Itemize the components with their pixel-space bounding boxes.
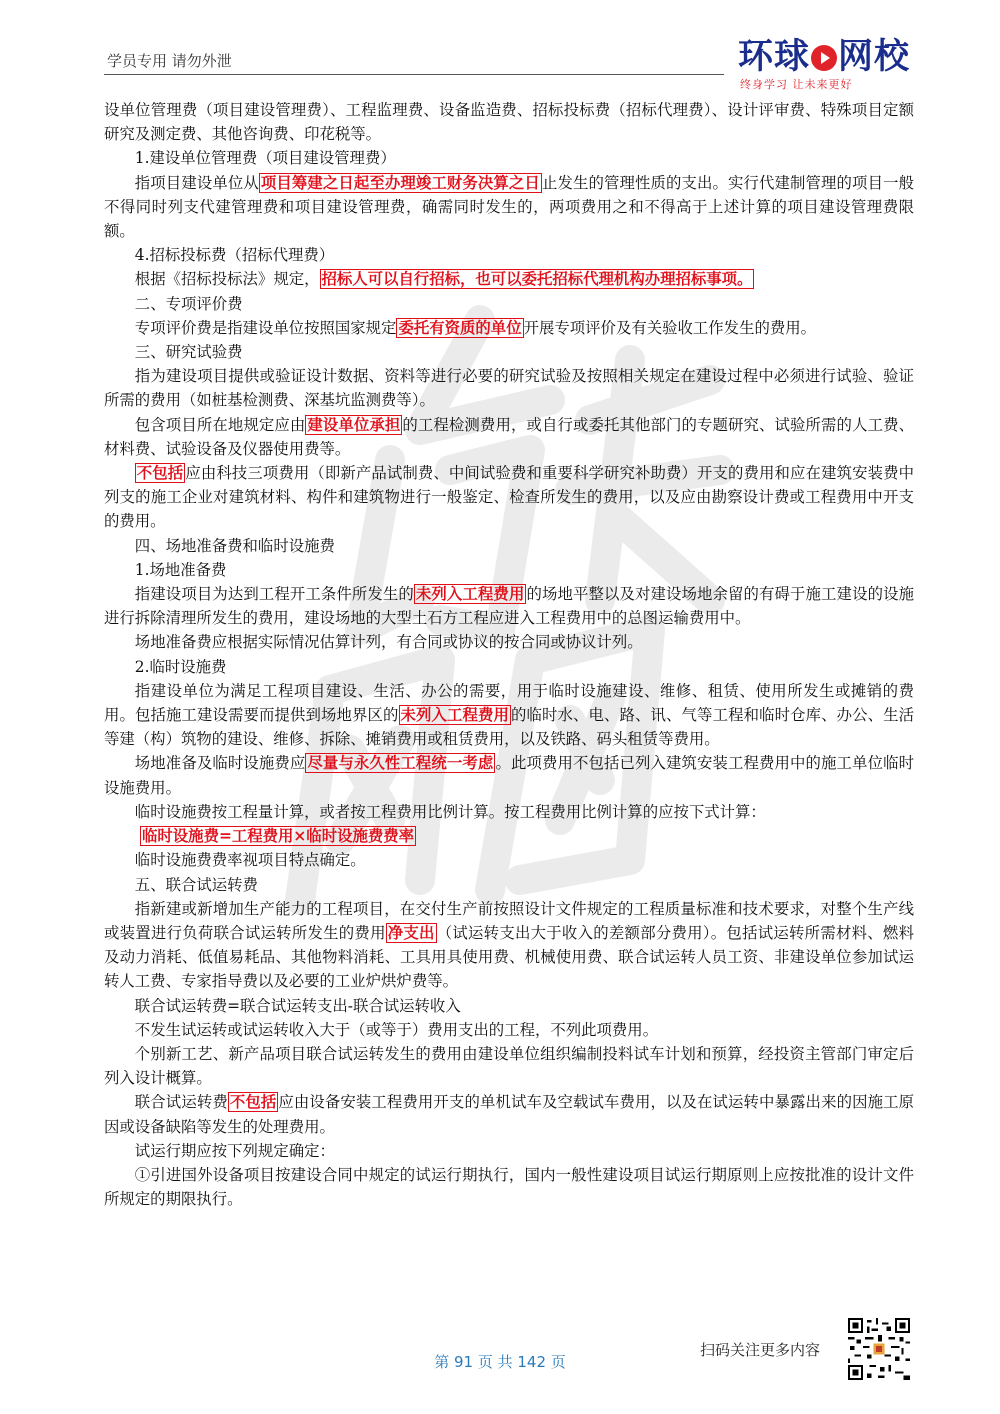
text-run: （试运转支出大于收入的差额部分费用）。包括试运转所需材料、燃料及动力消耗、低值易耗品、其他物料消耗、工具用具使用费、机械使用费、联合试运转人员工资、非建设单位参加试运转人工费、专家指导费以及必要的工业炉烘炉费等。 [104,923,914,991]
text-run: 开展专项评价及有关验收工作发生的费用。 [523,318,817,337]
highlight-term: 招标人可以自行招标，也可以委托招标代理机构办理招标事项。 [321,270,753,289]
highlight-term: 不包括 [136,464,184,483]
paragraph: 指为建设项目提供或验证设计数据、资料等进行必要的研究试验及按照相关规定在建设过程中必须进行试验、验证所需的费用（如桩基检测费、深基坑监测费等）。 [104,367,914,410]
logo-text-part1: 环球 [738,37,811,77]
logo-slogan: 终身学习 让未来更好 [740,78,853,91]
header-divider [104,74,724,75]
paragraph [104,413,914,461]
document-body [104,98,914,1211]
highlight-term: 项目筹建之日起至办理竣工财务决算之日 [260,173,540,192]
logo-wordmark [738,38,910,76]
highlight-term: 委托有资质的单位 [398,318,522,337]
paragraph [104,461,914,534]
paragraph [104,751,914,799]
section-heading: 三、研究试验费 [134,343,243,362]
paragraph: 临时设施费费率视项目特点确定。 [134,851,366,870]
text-run: 指建设项目为达到工程开工条件所发生的 [134,585,414,604]
section-heading: 1.建设单位管理费（项目建设管理费） [134,149,396,168]
scan-prompt: 扫码关注更多内容 [700,1341,821,1359]
text-run: 的工程检测费用，或自行或委托其他部门的专题研究、试验所需的人工费、材料费、试验设备及仪器使用费等。 [104,415,914,458]
highlight-term: 不包括 [229,1093,277,1112]
section-heading: 4.招标投标费（招标代理费） [134,246,335,265]
header-notice: 学员专用 请勿外泄 [107,52,232,70]
paragraph: 场地准备费应根据实际情况估算计列，有合同或协议的按合同或协议计列。 [134,633,643,652]
section-heading: 二、专项评价费 [134,294,243,313]
paragraph [104,582,914,630]
highlight-term: 未列入工程费用 [415,585,525,604]
section-heading: 1.场地准备费 [134,560,227,579]
highlight-term: 建设单位承担 [307,415,401,434]
text-run: 。此项费用不包括已列入建筑安装工程费用中的施工单位临时设施费用。 [104,754,914,797]
text-run: 根据《招标投标法》规定， [134,270,320,289]
paragraph: 试运行期应按下列规定确定： [134,1141,335,1160]
section-heading: 五、联合试运转费 [134,875,258,894]
paragraph [104,316,914,340]
paragraph: 不发生试运转或试运转收入大于（或等于）费用支出的工程，不列此项费用。 [134,1020,659,1039]
text-run: 的临时水、电、路、讯、气等工程和临时仓库、办公、生活等建（构）筑物的建设、维修、拆除、摊销费用或租赁费用，以及铁路、码头租赁等费用。 [104,706,914,749]
logo-text-part2: 网校 [838,37,911,77]
text-run: 止发生的管理性质的支出。实行代建制管理的项目一般不得同时列支代建管理费和项目建设管理费，确需同时发生的，两项费用之和不得高于上述计算的项目建设管理费限额。 [104,173,914,241]
highlight-term: 净支出 [387,923,435,942]
highlight-term: 未列入工程费用 [400,706,510,725]
text-run: 的场地平整以及对建设场地余留的有碍于施工建设的设施进行拆除清理所发生的费用，建设场地的大型土石方工程应进入工程费用中的总图运输费用中。 [104,585,914,628]
text-run: 专项评价费是指建设单位按照国家规定 [134,318,397,337]
text-run: 场地准备及临时设施费应 [134,754,306,773]
paragraph: 设单位管理费（项目建设管理费）、工程监理费、设备监造费、招标投标费（招标代理费）、设计评审费、特殊项目定额研究及测定费、其他咨询费、印花税等。 [104,101,914,144]
text-run: 联合试运转费 [134,1093,228,1112]
paragraph: ①引进国外设备项目按建设合同中规定的试运行期执行，国内一般性建设项目试运行期原则上应按批准的设计文件所规定的期限执行。 [104,1165,914,1209]
text-run: 指项目建设单位从 [134,173,259,192]
text-run: 包含项目所在地规定应由 [134,415,306,434]
text-run: 应由设备安装工程费用开支的单机试车及空载试车费用，以及在试运转中暴露出来的因施工原因或设备缺陷等发生的处理费用。 [104,1093,914,1136]
section-heading: 四、场地准备费和临时设施费 [134,536,335,555]
text-run: 指建设单位为满足工程项目建设、生活、办公的需要，用于临时设施建设、维修、租赁、使用所发生或摊销的费用。包括施工建设需要而提供到场地界区的 [104,681,914,725]
formula-paragraph: 联合试运转费=联合试运转支出-联合试运转收入 [134,996,461,1015]
paragraph [104,897,914,994]
paragraph [104,1090,914,1138]
text-run: 应由科技三项费用（即新产品试制费、中间试验费和重要科学研究补助费）开支的费用和应在建筑安装费中列支的施工企业对建筑材料、构件和建筑物进行一般鉴定、检查所发生的费用，以及应由勘察设计费或工程费用中开支的费用。 [104,464,914,531]
paragraph [104,679,914,752]
paragraph: 临时设施费按工程量计算，或者按工程费用比例计算。按工程费用比例计算的应按下式计算： [134,802,766,821]
paragraph: 个别新工艺、新产品项目联合试运转发生的费用由建设单位组织编制投料试车计划和预算，经投资主管部门审定后列入设计概算。 [104,1044,914,1088]
formula-line [104,824,914,848]
play-icon [811,45,837,71]
highlight-term: 尽量与永久性工程统一考虑 [307,754,494,773]
brand-logo [738,38,918,90]
highlight-formula: 临时设施费=工程费用×临时设施费费率 [142,827,415,846]
page-number: 第 91 页 共 142 页 [434,1353,566,1371]
paragraph [104,171,914,244]
paragraph [104,267,914,291]
section-heading: 2.临时设施费 [134,657,227,676]
text-run: 指新建或新增加生产能力的工程项目，在交付生产前按照设计文件规定的工程质量标准和技术要求，对整个生产线或装置进行负荷联合试运转所发生的费用 [104,899,914,942]
